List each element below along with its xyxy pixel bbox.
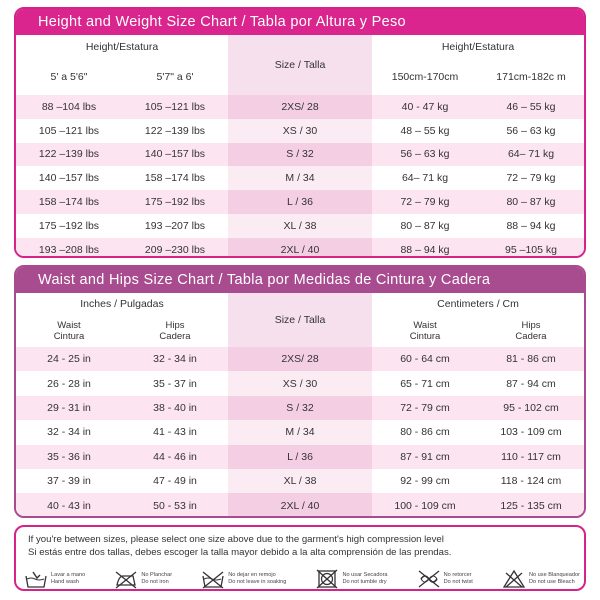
table-cell: 100 - 109 cm [372, 493, 478, 517]
table-cell: 72 - 79 cm [372, 396, 478, 420]
size-cell: 2XS/ 28 [228, 347, 372, 371]
size-cell: XL / 38 [228, 469, 372, 493]
table-cell: 125 - 135 cm [478, 493, 584, 517]
table-cell: 29 - 31 in [16, 396, 122, 420]
table-cell: 64– 71 kg [372, 166, 478, 190]
table-cell: 193 –208 lbs [16, 238, 122, 258]
size-cell: L / 36 [228, 190, 372, 214]
table-row [16, 214, 584, 238]
care-item: No use Blanqueador Do not use Bleach [502, 567, 580, 591]
table-row [16, 469, 584, 493]
table-cell: 105 –121 lbs [16, 119, 122, 143]
waist-hips-title: Waist and Hips Size Chart / Tabla por Medidas de Cintura y Cadera [16, 267, 584, 293]
table-cell: 40 - 47 kg [372, 95, 478, 119]
centimeters-group: Centimeters / Cm [372, 293, 584, 315]
care-item: No retorcer Do not twist [417, 567, 473, 591]
table-cell: 110 - 117 cm [478, 445, 584, 469]
size-cell: S / 32 [228, 143, 372, 167]
table-cell: 88 –104 lbs [16, 95, 122, 119]
size-cell: 2XL / 40 [228, 493, 372, 517]
table-cell: 122 –139 lbs [16, 143, 122, 167]
table-cell: 38 - 40 in [122, 396, 228, 420]
table-cell: 122 –139 lbs [122, 119, 228, 143]
height-weight-title: Height and Weight Size Chart / Tabla por Altura y Peso [16, 9, 584, 35]
no-soak-icon [201, 569, 225, 589]
table-cell: 158 –174 lbs [16, 190, 122, 214]
table-cell: 64– 71 kg [478, 143, 584, 167]
table-cell: 35 - 37 in [122, 371, 228, 395]
height-weight-table [16, 35, 584, 258]
table-cell: 140 –157 lbs [16, 166, 122, 190]
table-cell: 105 –121 lbs [122, 95, 228, 119]
table-cell: 140 –157 lbs [122, 143, 228, 167]
table-cell: 158 –174 lbs [122, 166, 228, 190]
size-cell: L / 36 [228, 445, 372, 469]
column-header: Hips Cadera [122, 315, 228, 347]
size-cell: XS / 30 [228, 371, 372, 395]
note-spanish: Si estás entre dos tallas, debes escoger la talla mayor debido a la alta comprensión de las prendas. [28, 547, 452, 558]
table-cell: 40 - 43 in [16, 493, 122, 517]
size-cell: M / 34 [228, 166, 372, 190]
table-cell: 92 - 99 cm [372, 469, 478, 493]
care-instructions [24, 567, 580, 591]
hand-wash-icon [24, 569, 48, 589]
table-cell: 80 – 87 kg [372, 214, 478, 238]
waist-hips-chart [14, 265, 586, 518]
table-cell: 87 - 94 cm [478, 371, 584, 395]
table-cell: 193 –207 lbs [122, 214, 228, 238]
table-cell: 35 - 36 in [16, 445, 122, 469]
table-row [16, 371, 584, 395]
table-cell: 72 – 79 kg [372, 190, 478, 214]
table-row [16, 396, 584, 420]
table-row [16, 347, 584, 371]
table-cell: 87 - 91 cm [372, 445, 478, 469]
table-cell: 32 - 34 in [16, 420, 122, 444]
care-notes-box [14, 525, 586, 591]
table-cell: 95 –105 kg [478, 238, 584, 258]
table-cell: 37 - 39 in [16, 469, 122, 493]
table-cell: 44 - 46 in [122, 445, 228, 469]
table-row [16, 190, 584, 214]
size-cell: XL / 38 [228, 214, 372, 238]
table-cell: 47 - 49 in [122, 469, 228, 493]
column-header: Hips Cadera [478, 315, 584, 347]
table-cell: 60 - 64 cm [372, 347, 478, 371]
size-cell: XS / 30 [228, 119, 372, 143]
size-header: Size / Talla [228, 35, 372, 95]
table-cell: 209 –230 lbs [122, 238, 228, 258]
no-iron-icon [114, 569, 138, 589]
table-cell: 41 - 43 in [122, 420, 228, 444]
table-row [16, 95, 584, 119]
size-cell: 2XL / 40 [228, 238, 372, 258]
height-weight-chart [14, 7, 586, 258]
care-item: No usar Secadora Do not tumble dry [315, 567, 387, 591]
table-cell: 81 - 86 cm [478, 347, 584, 371]
no-twist-icon [417, 569, 441, 589]
table-cell: 32 - 34 in [122, 347, 228, 371]
table-cell: 88 – 94 kg [372, 238, 478, 258]
table-cell: 175 –192 lbs [122, 190, 228, 214]
table-cell: 56 – 63 kg [372, 143, 478, 167]
table-cell: 56 – 63 kg [478, 119, 584, 143]
size-cell: S / 32 [228, 396, 372, 420]
table-row [16, 238, 584, 258]
table-cell: 50 - 53 in [122, 493, 228, 517]
care-item: No dejar en remojo Do not leave in soaking [201, 567, 286, 591]
table-cell: 80 - 86 cm [372, 420, 478, 444]
table-cell: 65 - 71 cm [372, 371, 478, 395]
table-cell: 80 – 87 kg [478, 190, 584, 214]
no-tumble-dry-icon [315, 569, 339, 589]
note-english: If you're between sizes, please select one size above due to the garment's high compression level [28, 534, 444, 545]
height-group-left: Height/Estatura [16, 35, 228, 59]
column-header: 5' a 5'6" [16, 59, 122, 95]
table-cell: 175 –192 lbs [16, 214, 122, 238]
size-cell: 2XS/ 28 [228, 95, 372, 119]
table-cell: 24 - 25 in [16, 347, 122, 371]
table-row [16, 166, 584, 190]
table-row [16, 420, 584, 444]
column-header: Waist Cintura [372, 315, 478, 347]
column-header: 150cm-170cm [372, 59, 478, 95]
care-item: Lavar a mano Hand wash [24, 567, 85, 591]
table-cell: 26 - 28 in [16, 371, 122, 395]
column-header: 171cm-182c m [478, 59, 584, 95]
table-row [16, 493, 584, 517]
table-row [16, 119, 584, 143]
table-cell: 103 - 109 cm [478, 420, 584, 444]
size-header: Size / Talla [228, 293, 372, 347]
care-item: No Planchar Do not iron [114, 567, 172, 591]
table-cell: 95 - 102 cm [478, 396, 584, 420]
waist-hips-table [16, 293, 584, 518]
height-group-right: Height/Estatura [372, 35, 584, 59]
table-row [16, 445, 584, 469]
size-cell: M / 34 [228, 420, 372, 444]
table-cell: 118 - 124 cm [478, 469, 584, 493]
table-cell: 48 – 55 kg [372, 119, 478, 143]
column-header: 5'7" a 6' [122, 59, 228, 95]
table-cell: 46 – 55 kg [478, 95, 584, 119]
table-cell: 88 – 94 kg [478, 214, 584, 238]
column-header: Waist Cintura [16, 315, 122, 347]
table-cell: 72 – 79 kg [478, 166, 584, 190]
no-bleach-icon [502, 569, 526, 589]
table-row [16, 143, 584, 167]
inches-group: Inches / Pulgadas [16, 293, 228, 315]
